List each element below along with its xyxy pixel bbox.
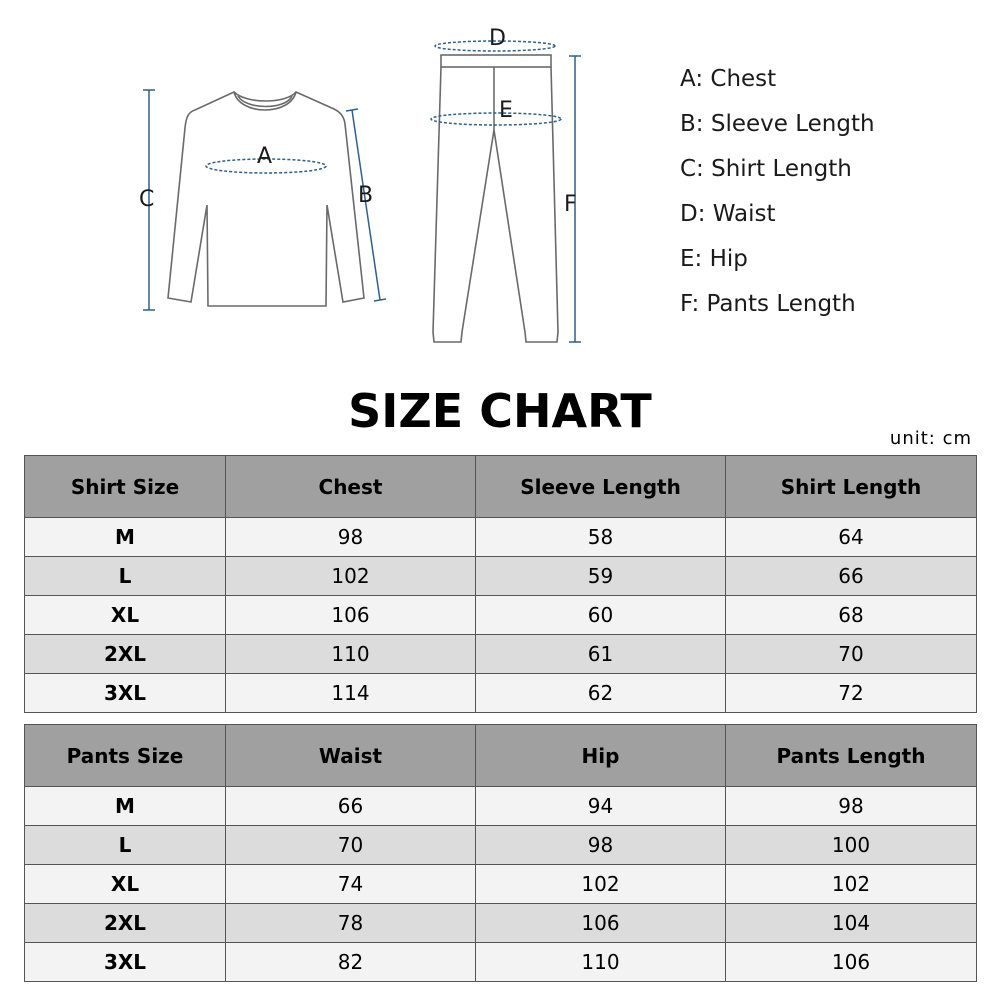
value-cell: 102	[726, 865, 977, 904]
value-cell: 94	[476, 787, 726, 826]
unit-label: unit: cm	[889, 428, 972, 449]
size-cell: M	[25, 787, 226, 826]
value-cell: 106	[476, 904, 726, 943]
table-row	[25, 518, 977, 557]
label-d: D	[489, 26, 506, 51]
value-cell: 59	[476, 557, 726, 596]
column-header: Shirt Length	[726, 456, 977, 518]
label-b: B	[358, 183, 374, 208]
table-row	[25, 865, 977, 904]
table-header-row	[25, 456, 977, 518]
value-cell: 78	[226, 904, 476, 943]
value-cell: 110	[476, 943, 726, 982]
legend-item-waist: D: Waist	[680, 201, 776, 227]
legend-item-shirt-length: C: Shirt Length	[680, 156, 852, 182]
label-c: C	[139, 187, 155, 212]
size-cell: M	[25, 518, 226, 557]
table-row	[25, 826, 977, 865]
value-cell: 114	[226, 674, 476, 713]
table-row	[25, 557, 977, 596]
size-cell: 3XL	[25, 674, 226, 713]
label-f: F	[564, 192, 577, 217]
measurement-legend	[680, 62, 875, 332]
value-cell: 72	[726, 674, 977, 713]
value-cell: 106	[226, 596, 476, 635]
hip-measure-ellipse	[431, 113, 561, 125]
column-header: Hip	[476, 725, 726, 787]
column-header: Shirt Size	[25, 456, 226, 518]
value-cell: 64	[726, 518, 977, 557]
value-cell: 102	[226, 557, 476, 596]
shirt-illustration	[168, 92, 364, 306]
column-header: Sleeve Length	[476, 456, 726, 518]
value-cell: 70	[226, 826, 476, 865]
legend-item-pants-length: F: Pants Length	[680, 291, 856, 317]
size-cell: 2XL	[25, 904, 226, 943]
value-cell: 66	[726, 557, 977, 596]
pants-size-table	[24, 724, 977, 982]
value-cell: 106	[726, 943, 977, 982]
size-cell: XL	[25, 865, 226, 904]
table-row	[25, 596, 977, 635]
column-header: Pants Length	[726, 725, 977, 787]
table-row	[25, 943, 977, 982]
table-row	[25, 904, 977, 943]
value-cell: 104	[726, 904, 977, 943]
value-cell: 62	[476, 674, 726, 713]
label-e: E	[499, 98, 513, 123]
table-row	[25, 635, 977, 674]
legend-item-hip: E: Hip	[680, 246, 748, 272]
size-cell: L	[25, 557, 226, 596]
legend-item-chest: A: Chest	[680, 66, 777, 92]
table-row	[25, 674, 977, 713]
size-cell: L	[25, 826, 226, 865]
value-cell: 60	[476, 596, 726, 635]
value-cell: 66	[226, 787, 476, 826]
value-cell: 82	[226, 943, 476, 982]
size-cell: XL	[25, 596, 226, 635]
page-title: SIZE CHART	[348, 384, 652, 438]
value-cell: 58	[476, 518, 726, 557]
value-cell: 110	[226, 635, 476, 674]
value-cell: 61	[476, 635, 726, 674]
shirt-size-table	[24, 455, 977, 713]
size-cell: 3XL	[25, 943, 226, 982]
table-header-row	[25, 725, 977, 787]
table-row	[25, 787, 977, 826]
value-cell: 70	[726, 635, 977, 674]
size-cell: 2XL	[25, 635, 226, 674]
column-header: Waist	[226, 725, 476, 787]
value-cell: 98	[726, 787, 977, 826]
column-header: Chest	[226, 456, 476, 518]
value-cell: 100	[726, 826, 977, 865]
pants-illustration	[433, 55, 558, 342]
value-cell: 74	[226, 865, 476, 904]
value-cell: 98	[476, 826, 726, 865]
value-cell: 102	[476, 865, 726, 904]
label-a: A	[257, 144, 273, 169]
value-cell: 68	[726, 596, 977, 635]
value-cell: 98	[226, 518, 476, 557]
legend-item-sleeve-length: B: Sleeve Length	[680, 111, 875, 137]
column-header: Pants Size	[25, 725, 226, 787]
